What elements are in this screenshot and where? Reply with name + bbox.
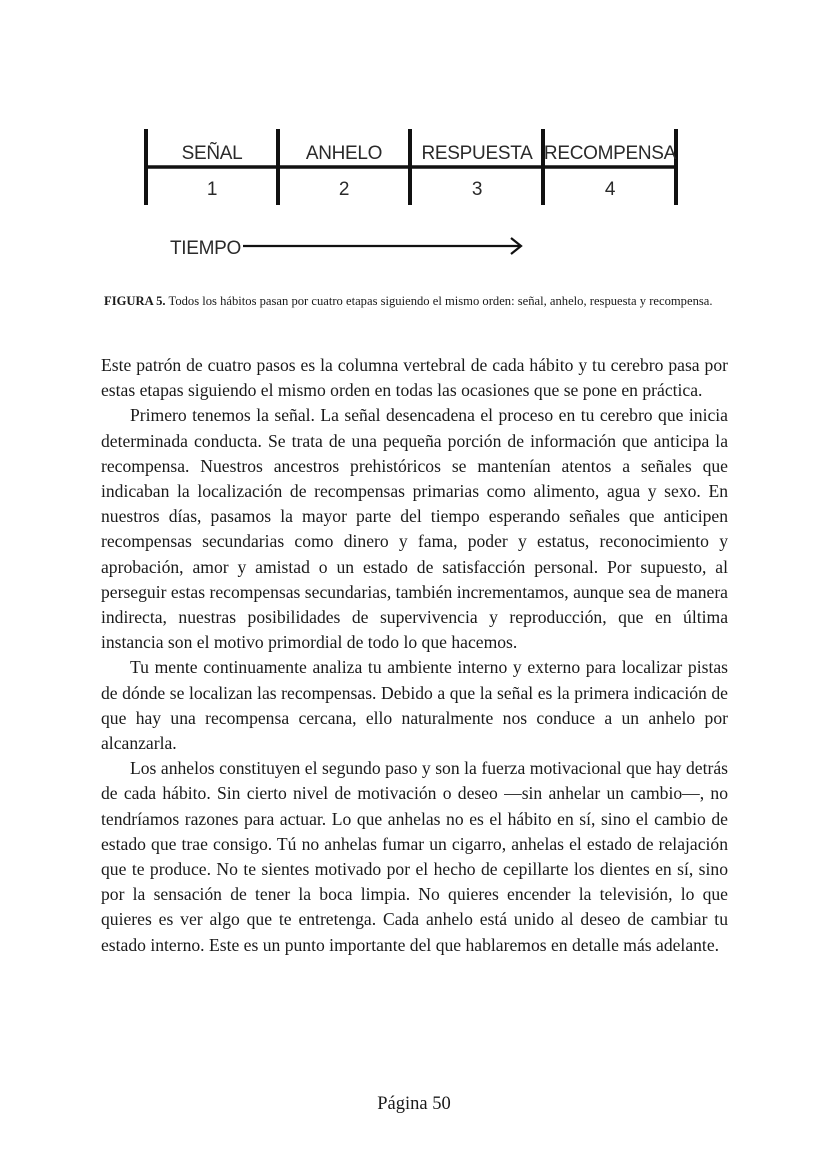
- stage-name-4: RECOMPENSA: [543, 143, 677, 164]
- stage-name-2: ANHELO: [305, 143, 383, 164]
- paragraph: Los anhelos constituyen el segundo paso y son la fuerza motivacional que hay detrás de cada hábito. Sin cierto nivel de motivación o deseo —sin anhelar un cambio—, no tendríamos razones para actuar. Lo que anhelas no es el hábito en sí, sino el cambio de estado que trae consigo. Tú no anhelas fumar un cigarro, anhelas el estado de relajación que te produce. No te sientes motivado por el hecho de cepillarte los dientes en sí, sino por la sensación de tener la boca limpia. No quieres encender la televisión, lo que quieres es ver algo que te entretenga. Cada anhelo está unido al deseo de cambiar tu estado interno. Este es un punto importante del que hablaremos en detalle más adelante.: [101, 758, 728, 955]
- habit-stages-diagram: [0, 0, 828, 290]
- figure-caption-text: Todos los hábitos pasan por cuatro etapas siguiendo el mismo orden: señal, anhelo, respuesta y recompensa.: [168, 294, 713, 308]
- figure-caption: [104, 292, 724, 311]
- body-text: [101, 353, 728, 958]
- stage-number-4: 4: [604, 179, 616, 200]
- paragraph: Tu mente continuamente analiza tu ambiente interno y externo para localizar pistas de dónde se localizan las recompensas. Debido a que la señal es la primera indicación de que hay una recompensa cercana, ello naturalmente nos conduce a un anhelo por alcanzarla.: [101, 657, 728, 754]
- stage-number-1: 1: [206, 179, 218, 200]
- figure-caption-label: FIGURA 5.: [104, 294, 166, 308]
- paragraph: Este patrón de cuatro pasos es la columna vertebral de cada hábito y tu cerebro pasa por estas etapas siguiendo el mismo orden en todas las ocasiones que se pone en práctica.: [101, 355, 728, 401]
- time-label: TIEMPO: [170, 238, 242, 259]
- paragraph: Primero tenemos la señal. La señal desencadena el proceso en tu cerebro que inicia determinada conducta. Se trata de una pequeña porción de información que anticipa la recompensa. Nuestros ancestros prehistóricos se mantenían atentos a señales que indicaban la localización de recompensas primarias como alimento, agua y sexo. En nuestros días, pasamos la mayor parte del tiempo esperando señales que anticipen recompensas secundarias como dinero y fama, poder y estatus, reconocimiento y aprobación, amor y amistad o un estado de satisfacción personal. Por supuesto, al perseguir estas recompensas secundarias, también incrementamos, aunque sea de manera indirecta, nuestras posibilidades de supervivencia y reproducción, que en última instancia son el motivo primordial de todo lo que hacemos.: [101, 405, 728, 653]
- stage-name-3: RESPUESTA: [421, 143, 533, 164]
- page-number: Página 50: [377, 1094, 451, 1114]
- stage-number-3: 3: [471, 179, 483, 200]
- stage-number-2: 2: [338, 179, 350, 200]
- stage-name-1: SEÑAL: [181, 143, 243, 164]
